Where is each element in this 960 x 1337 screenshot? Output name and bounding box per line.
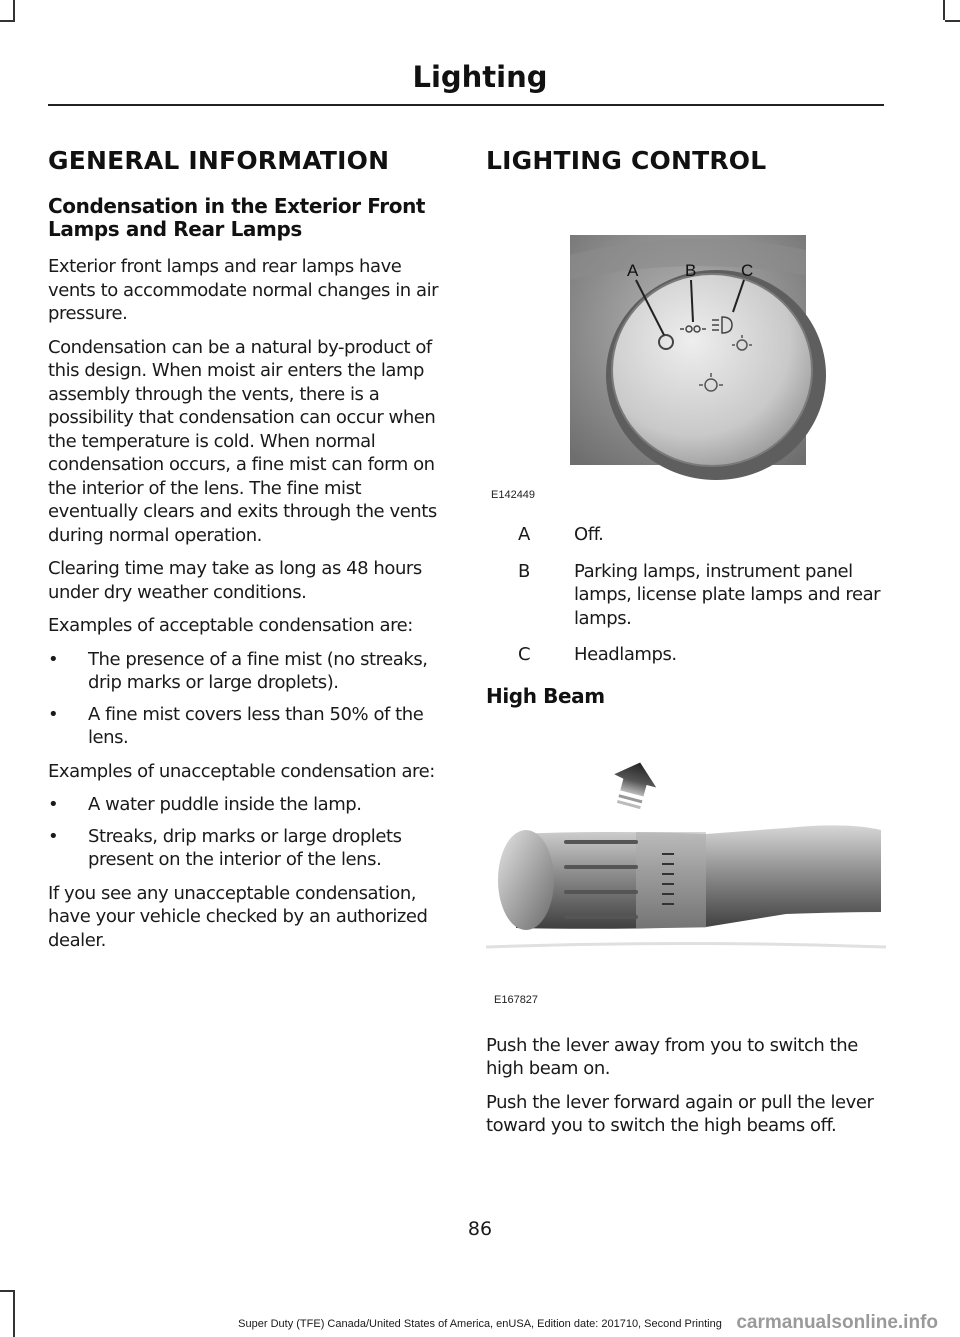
paragraph: Push the lever forward again or pull the lever toward you to switch the high beams off. [486, 1091, 874, 1136]
callout-a: A [627, 261, 639, 280]
bullet: • [48, 648, 59, 670]
key-item: B Parking lamps, instrument panel lamps, license plate lamps and rear lamps. [518, 560, 881, 629]
bullet: • [48, 794, 59, 815]
subheading-high-beam: High Beam [486, 683, 605, 708]
paragraph: Clearing time may take as long as 48 hours under dry weather conditions. [48, 558, 422, 603]
key-item: A Off. [518, 524, 604, 545]
paragraph: Push the lever away from you to switch the high beam on. [486, 1034, 858, 1079]
acceptable-list [48, 648, 448, 750]
push-away-arrow-icon [611, 756, 662, 808]
paragraph: Condensation can be a natural by-product of this design. When moist air enters the lamp assembly through the vents, there is a possibility that condensation can occur when the temperature is cold. When normal condensation occurs, a fine mist can form on the interior of the lens. The fine mist eventually clears and exits through the vents during normal operation. [48, 336, 437, 546]
left-column [48, 146, 448, 962]
section-title-general: GENERAL INFORMATION [48, 146, 390, 175]
paragraph: If you see any unacceptable condensation, have your vehicle checked by an authorized dealer. [48, 882, 428, 951]
bullet: • [48, 825, 59, 847]
footer-text: Super Duty (TFE) Canada/United States of America, enUSA, Edition date: 201710, Second Printing [238, 1318, 722, 1330]
figure-headlamp-switch [486, 185, 886, 501]
callout-b: B [685, 261, 697, 280]
headlamp-switch-illustration [486, 185, 886, 485]
page-header-title: Lighting [412, 60, 548, 94]
bullet: • [48, 703, 59, 725]
section-title-lighting-control: LIGHTING CONTROL [486, 146, 767, 175]
list-item: • A fine mist covers less than 50% of the lens. [48, 703, 424, 748]
header-rule [48, 104, 884, 106]
key-list [486, 523, 886, 667]
subheading-condensation: Condensation in the Exterior Front Lamps and Rear Lamps [48, 194, 426, 241]
figure-id: E167827 [494, 993, 539, 1006]
crop-mark [943, 0, 945, 20]
list-item: • The presence of a fine mist (no streaks, drip marks or large droplets). [48, 648, 428, 693]
paragraph: Examples of acceptable condensation are: [48, 615, 413, 636]
list-item: • A water puddle inside the lamp. [48, 794, 362, 815]
lever-illustration [486, 722, 886, 1002]
crop-mark [0, 20, 15, 22]
callout-c: C [741, 261, 754, 280]
page-number: 86 [467, 1218, 493, 1240]
key-item: C Headlamps. [518, 644, 677, 665]
unacceptable-list [48, 793, 448, 872]
crop-mark [0, 1290, 15, 1292]
list-item: • Streaks, drip marks or large droplets present on the interior of the lens. [48, 825, 402, 870]
right-column [486, 146, 886, 1148]
watermark: carmanualsonline.info [736, 1312, 938, 1333]
paragraph: Examples of unacceptable condensation are: [48, 760, 435, 782]
figure-high-beam-lever [486, 722, 886, 1006]
paragraph: Exterior front lamps and rear lamps have vents to accommodate normal changes in air pressure. [48, 256, 439, 324]
crop-mark [13, 0, 15, 20]
figure-id: E142449 [491, 489, 536, 501]
crop-mark [945, 20, 960, 22]
